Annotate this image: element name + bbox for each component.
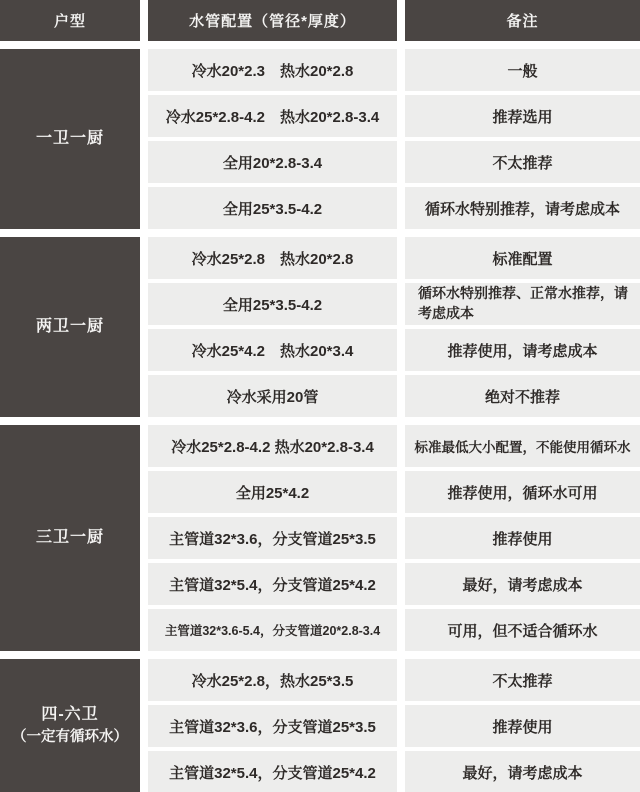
remark-cell: 推荐使用 <box>405 517 640 559</box>
house-type-label: 两卫一厨 <box>35 318 104 335</box>
table-row <box>148 329 640 371</box>
header-house-type: 户型 <box>0 0 140 41</box>
group-rows <box>148 659 640 792</box>
remark-cell: 推荐使用，请考虑成本 <box>405 329 640 371</box>
row-group <box>0 49 640 229</box>
table-row <box>148 95 640 137</box>
table-row <box>148 237 640 279</box>
pipe-config-cell: 冷水25*2.8-4.2 热水20*2.8-3.4 <box>148 425 397 467</box>
pipe-config-cell: 主管道32*3.6-5.4，分支管道20*2.8-3.4 <box>148 609 397 651</box>
remark-cell: 一般 <box>405 49 640 91</box>
remark-cell: 不太推荐 <box>405 659 640 701</box>
house-type-cell <box>0 237 140 417</box>
group-rows <box>148 425 640 651</box>
pipe-config-cell: 主管道32*3.6，分支管道25*3.5 <box>148 517 397 559</box>
pipe-config-cell: 主管道32*5.4，分支管道25*4.2 <box>148 751 397 792</box>
remark-cell: 可用，但不适合循环水 <box>405 609 640 651</box>
group-rows <box>148 237 640 417</box>
pipe-config-cell: 全用25*3.5-4.2 <box>148 283 397 325</box>
pipe-config-cell: 全用25*3.5-4.2 <box>148 187 397 229</box>
table-row <box>148 187 640 229</box>
house-type-label: 三卫一厨 <box>35 529 104 546</box>
table-row <box>148 49 640 91</box>
pipe-config-cell: 冷水25*4.2 热水20*3.4 <box>148 329 397 371</box>
table-row <box>148 141 640 183</box>
table-row <box>148 659 640 701</box>
remark-cell: 推荐选用 <box>405 95 640 137</box>
table-row <box>148 425 640 467</box>
pipe-config-cell: 冷水25*2.8，热水25*3.5 <box>148 659 397 701</box>
table-row <box>148 517 640 559</box>
house-type-label: 四-六卫 <box>41 706 99 724</box>
pipe-config-cell: 冷水采用20管 <box>148 375 397 417</box>
house-type-cell <box>0 659 140 792</box>
table-header <box>0 0 640 41</box>
house-type-label: （一定有循环水） <box>12 729 128 746</box>
header-remark: 备注 <box>405 0 640 41</box>
table-row <box>148 375 640 417</box>
house-type-label: 一卫一厨 <box>35 130 104 147</box>
remark-cell: 循环水特别推荐，请考虑成本 <box>405 187 640 229</box>
remark-cell: 最好，请考虑成本 <box>405 751 640 792</box>
remark-cell: 循环水特别推荐、正常水推荐，请考虑成本 <box>405 283 640 325</box>
table-row <box>148 471 640 513</box>
house-type-cell <box>0 49 140 229</box>
row-group <box>0 237 640 417</box>
header-pipe-config: 水管配置（管径*厚度） <box>148 0 397 41</box>
table-row <box>148 283 640 325</box>
table-row <box>148 609 640 651</box>
pipe-config-cell: 冷水20*2.3 热水20*2.8 <box>148 49 397 91</box>
row-group <box>0 425 640 651</box>
pipe-config-cell: 主管道32*3.6，分支管道25*3.5 <box>148 705 397 747</box>
pipe-config-cell: 冷水25*2.8-4.2 热水20*2.8-3.4 <box>148 95 397 137</box>
pipe-config-cell: 全用20*2.8-3.4 <box>148 141 397 183</box>
remark-cell: 标准配置 <box>405 237 640 279</box>
table-row <box>148 705 640 747</box>
pipe-config-cell: 冷水25*2.8 热水20*2.8 <box>148 237 397 279</box>
remark-cell: 推荐使用 <box>405 705 640 747</box>
row-group <box>0 659 640 792</box>
remark-cell: 最好，请考虑成本 <box>405 563 640 605</box>
pipe-config-cell: 主管道32*5.4，分支管道25*4.2 <box>148 563 397 605</box>
table-row <box>148 563 640 605</box>
remark-cell: 不太推荐 <box>405 141 640 183</box>
pipe-config-cell: 全用25*4.2 <box>148 471 397 513</box>
remark-cell: 标准最低大小配置，不能使用循环水 <box>405 425 640 467</box>
remark-cell: 推荐使用，循环水可用 <box>405 471 640 513</box>
group-rows <box>148 49 640 229</box>
table-row <box>148 751 640 792</box>
house-type-cell <box>0 425 140 651</box>
remark-cell: 绝对不推荐 <box>405 375 640 417</box>
